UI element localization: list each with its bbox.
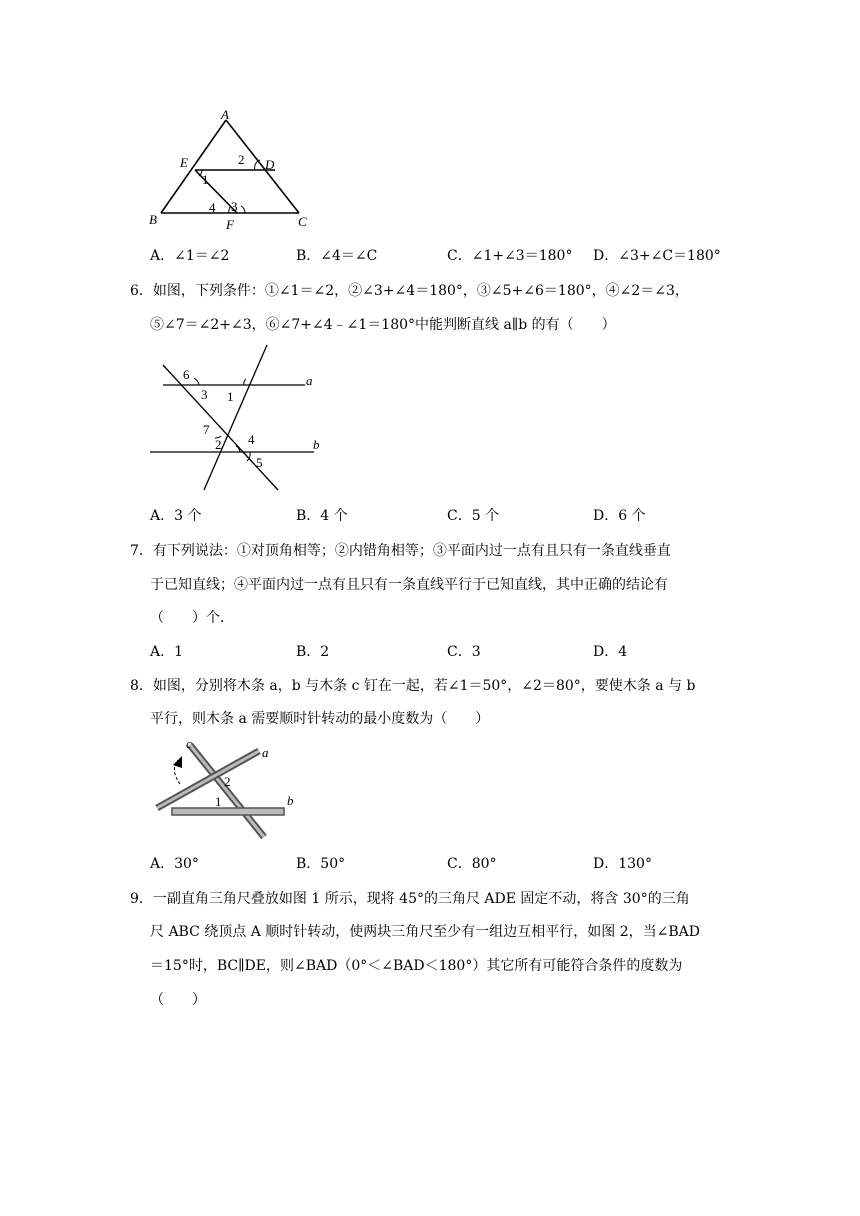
q8-option-a[interactable]: A．30°	[150, 856, 199, 872]
q7-option-c[interactable]: C．3	[447, 644, 481, 660]
q8-option-d[interactable]: D．130°	[593, 856, 652, 872]
q8-text-line-2: 平行，则木条 a 需要顺时针转动的最小度数为（ ）	[150, 711, 490, 727]
label-stick-b: b	[287, 793, 294, 808]
q7-text-line-3: （ ）个．	[150, 610, 234, 626]
label-A: A	[221, 107, 229, 122]
q7-text-line-1: 7．有下列说法：①对顶角相等；②内错角相等；③平面内过一点有且只有一条直线垂直	[130, 543, 671, 559]
label-C: C	[298, 214, 307, 229]
label-line-b: b	[313, 437, 320, 452]
label-angle-3: 3	[201, 387, 208, 402]
label-angle-7: 7	[203, 422, 210, 437]
label-angle-2: 2	[224, 774, 231, 789]
q7-text-line-2: 于已知直线；④平面内过一点有且只有一条直线平行于已知直线，其中正确的结论有	[150, 577, 668, 593]
label-angle-5: 5	[256, 455, 263, 470]
label-stick-a: a	[262, 745, 269, 760]
q6-text-line-1: 6．如图，下列条件：①∠1＝∠2，②∠3+∠4＝180°，③∠5+∠6＝180°，④∠2＝∠3，	[130, 283, 689, 299]
label-E: E	[180, 155, 188, 170]
q9-text-line-1: 9．一副直角三角尺叠放如图 1 所示，现将 45°的三角尺 ADE 固定不动，将含 30°的三角	[130, 891, 690, 907]
q6-option-c[interactable]: C．5 个	[447, 508, 500, 524]
label-angle-1: 1	[202, 172, 209, 187]
label-B: B	[149, 212, 157, 227]
q9-text-line-4: （ ）	[150, 992, 206, 1008]
q5-option-d[interactable]: D．∠3+∠C＝180°	[593, 248, 721, 264]
q6-option-b[interactable]: B．4 个	[296, 508, 348, 524]
q7-option-b[interactable]: B．2	[296, 644, 330, 660]
label-angle-6: 6	[183, 367, 190, 382]
q6-text-line-2: ⑤∠7＝∠2+∠3，⑥∠7+∠4﹣∠1＝180°中能判断直线 a∥b 的有（ ）	[150, 317, 616, 333]
label-line-a: a	[306, 373, 313, 388]
q8-text-line-1: 8．如图，分别将木条 a，b 与木条 c 钉在一起，若∠1＝50°，∠2＝80°，要使木条 a 与 b	[130, 678, 696, 694]
q7-option-d[interactable]: D．4	[593, 644, 628, 660]
label-angle-4: 4	[209, 200, 216, 215]
q8-option-c[interactable]: C．80°	[447, 856, 497, 872]
q8-option-b[interactable]: B．50°	[296, 856, 346, 872]
q6-option-d[interactable]: D．6 个	[593, 508, 646, 524]
label-F: F	[226, 217, 234, 232]
label-D: D	[265, 157, 275, 172]
label-angle-2: 2	[238, 152, 245, 167]
label-angle-3: 3	[231, 199, 238, 214]
q5-option-b[interactable]: B．∠4＝∠C	[296, 248, 378, 264]
label-angle-1: 1	[215, 794, 222, 809]
q6-option-a[interactable]: A．3 个	[150, 508, 202, 524]
q9-text-line-2: 尺 ABC 绕顶点 A 顺时针转动，使两块三角尺至少有一组边互相平行，如图 2，当∠BAD	[150, 924, 700, 940]
label-angle-1: 1	[227, 389, 234, 404]
label-angle-4: 4	[248, 432, 255, 447]
label-angle-2: 2	[215, 437, 222, 452]
q7-option-a[interactable]: A．1	[150, 644, 184, 660]
q5-option-c[interactable]: C．∠1+∠3＝180°	[447, 248, 573, 264]
q5-option-a[interactable]: A．∠1＝∠2	[150, 248, 230, 264]
q9-text-line-3: ＝15°时，BC∥DE，则∠BAD（0°＜∠BAD＜180°）其它所有可能符合条件的度数为	[150, 958, 683, 974]
label-stick-c: c	[186, 736, 192, 751]
